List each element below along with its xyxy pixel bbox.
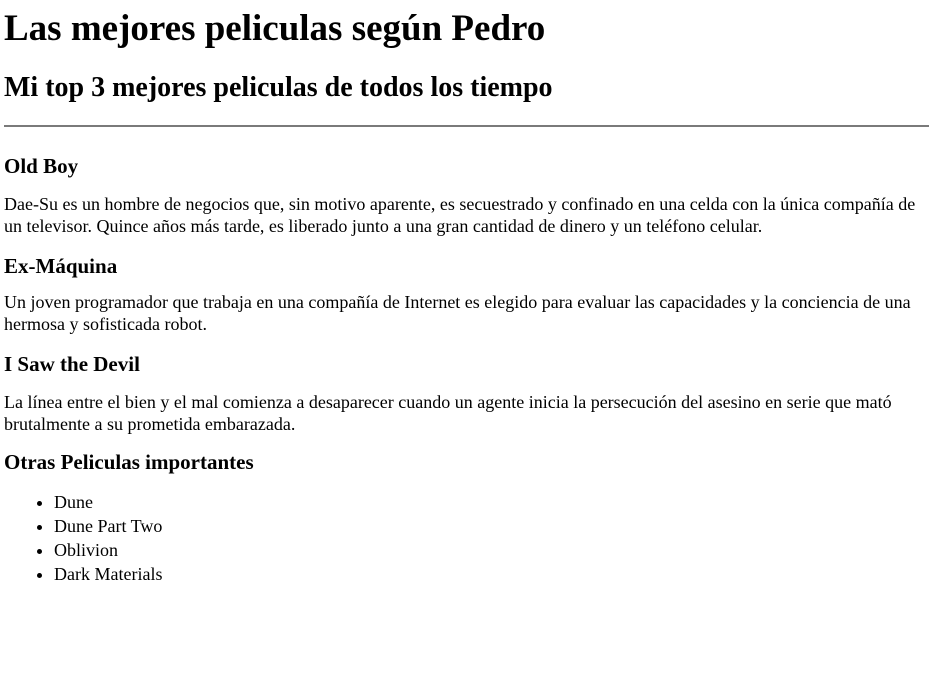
- other-movies-heading: Otras Peliculas importantes: [4, 450, 254, 474]
- list-item: • Oblivion: [54, 538, 929, 562]
- other-movies-list: [4, 490, 929, 586]
- list-item: • Dune: [54, 490, 929, 514]
- page-title: Las mejores peliculas según Pedro: [4, 8, 546, 49]
- divider: [4, 125, 929, 127]
- movie-title-i-saw-the-devil: I Saw the Devil: [4, 352, 140, 376]
- page-subtitle: Mi top 3 mejores peliculas de todos los tiempo: [4, 72, 553, 103]
- movie-title-old-boy: Old Boy: [4, 154, 79, 178]
- movie-description-ex-machina: Un joven programador que trabaja en una compañía de Internet es elegido para evaluar las capacidades y la conciencia de una hermosa y sofisticada robot.: [4, 292, 911, 334]
- list-item: • Dark Materials: [54, 562, 929, 586]
- movie-description-old-boy: Dae-Su es un hombre de negocios que, sin motivo aparente, es secuestrado y confinado en una celda con la única compañía de un televisor. Quince años más tarde, es liberado junto a una gran cantidad de dinero y un teléfono celular.: [4, 194, 916, 236]
- list-item: • Dune Part Two: [54, 514, 929, 538]
- movie-description-i-saw-the-devil: La línea entre el bien y el mal comienza a desaparecer cuando un agente inicia la persecución del asesino en serie que mató brutalmente a su prometida embarazada.: [4, 392, 892, 434]
- movie-title-ex-machina: Ex-Máquina: [4, 254, 118, 278]
